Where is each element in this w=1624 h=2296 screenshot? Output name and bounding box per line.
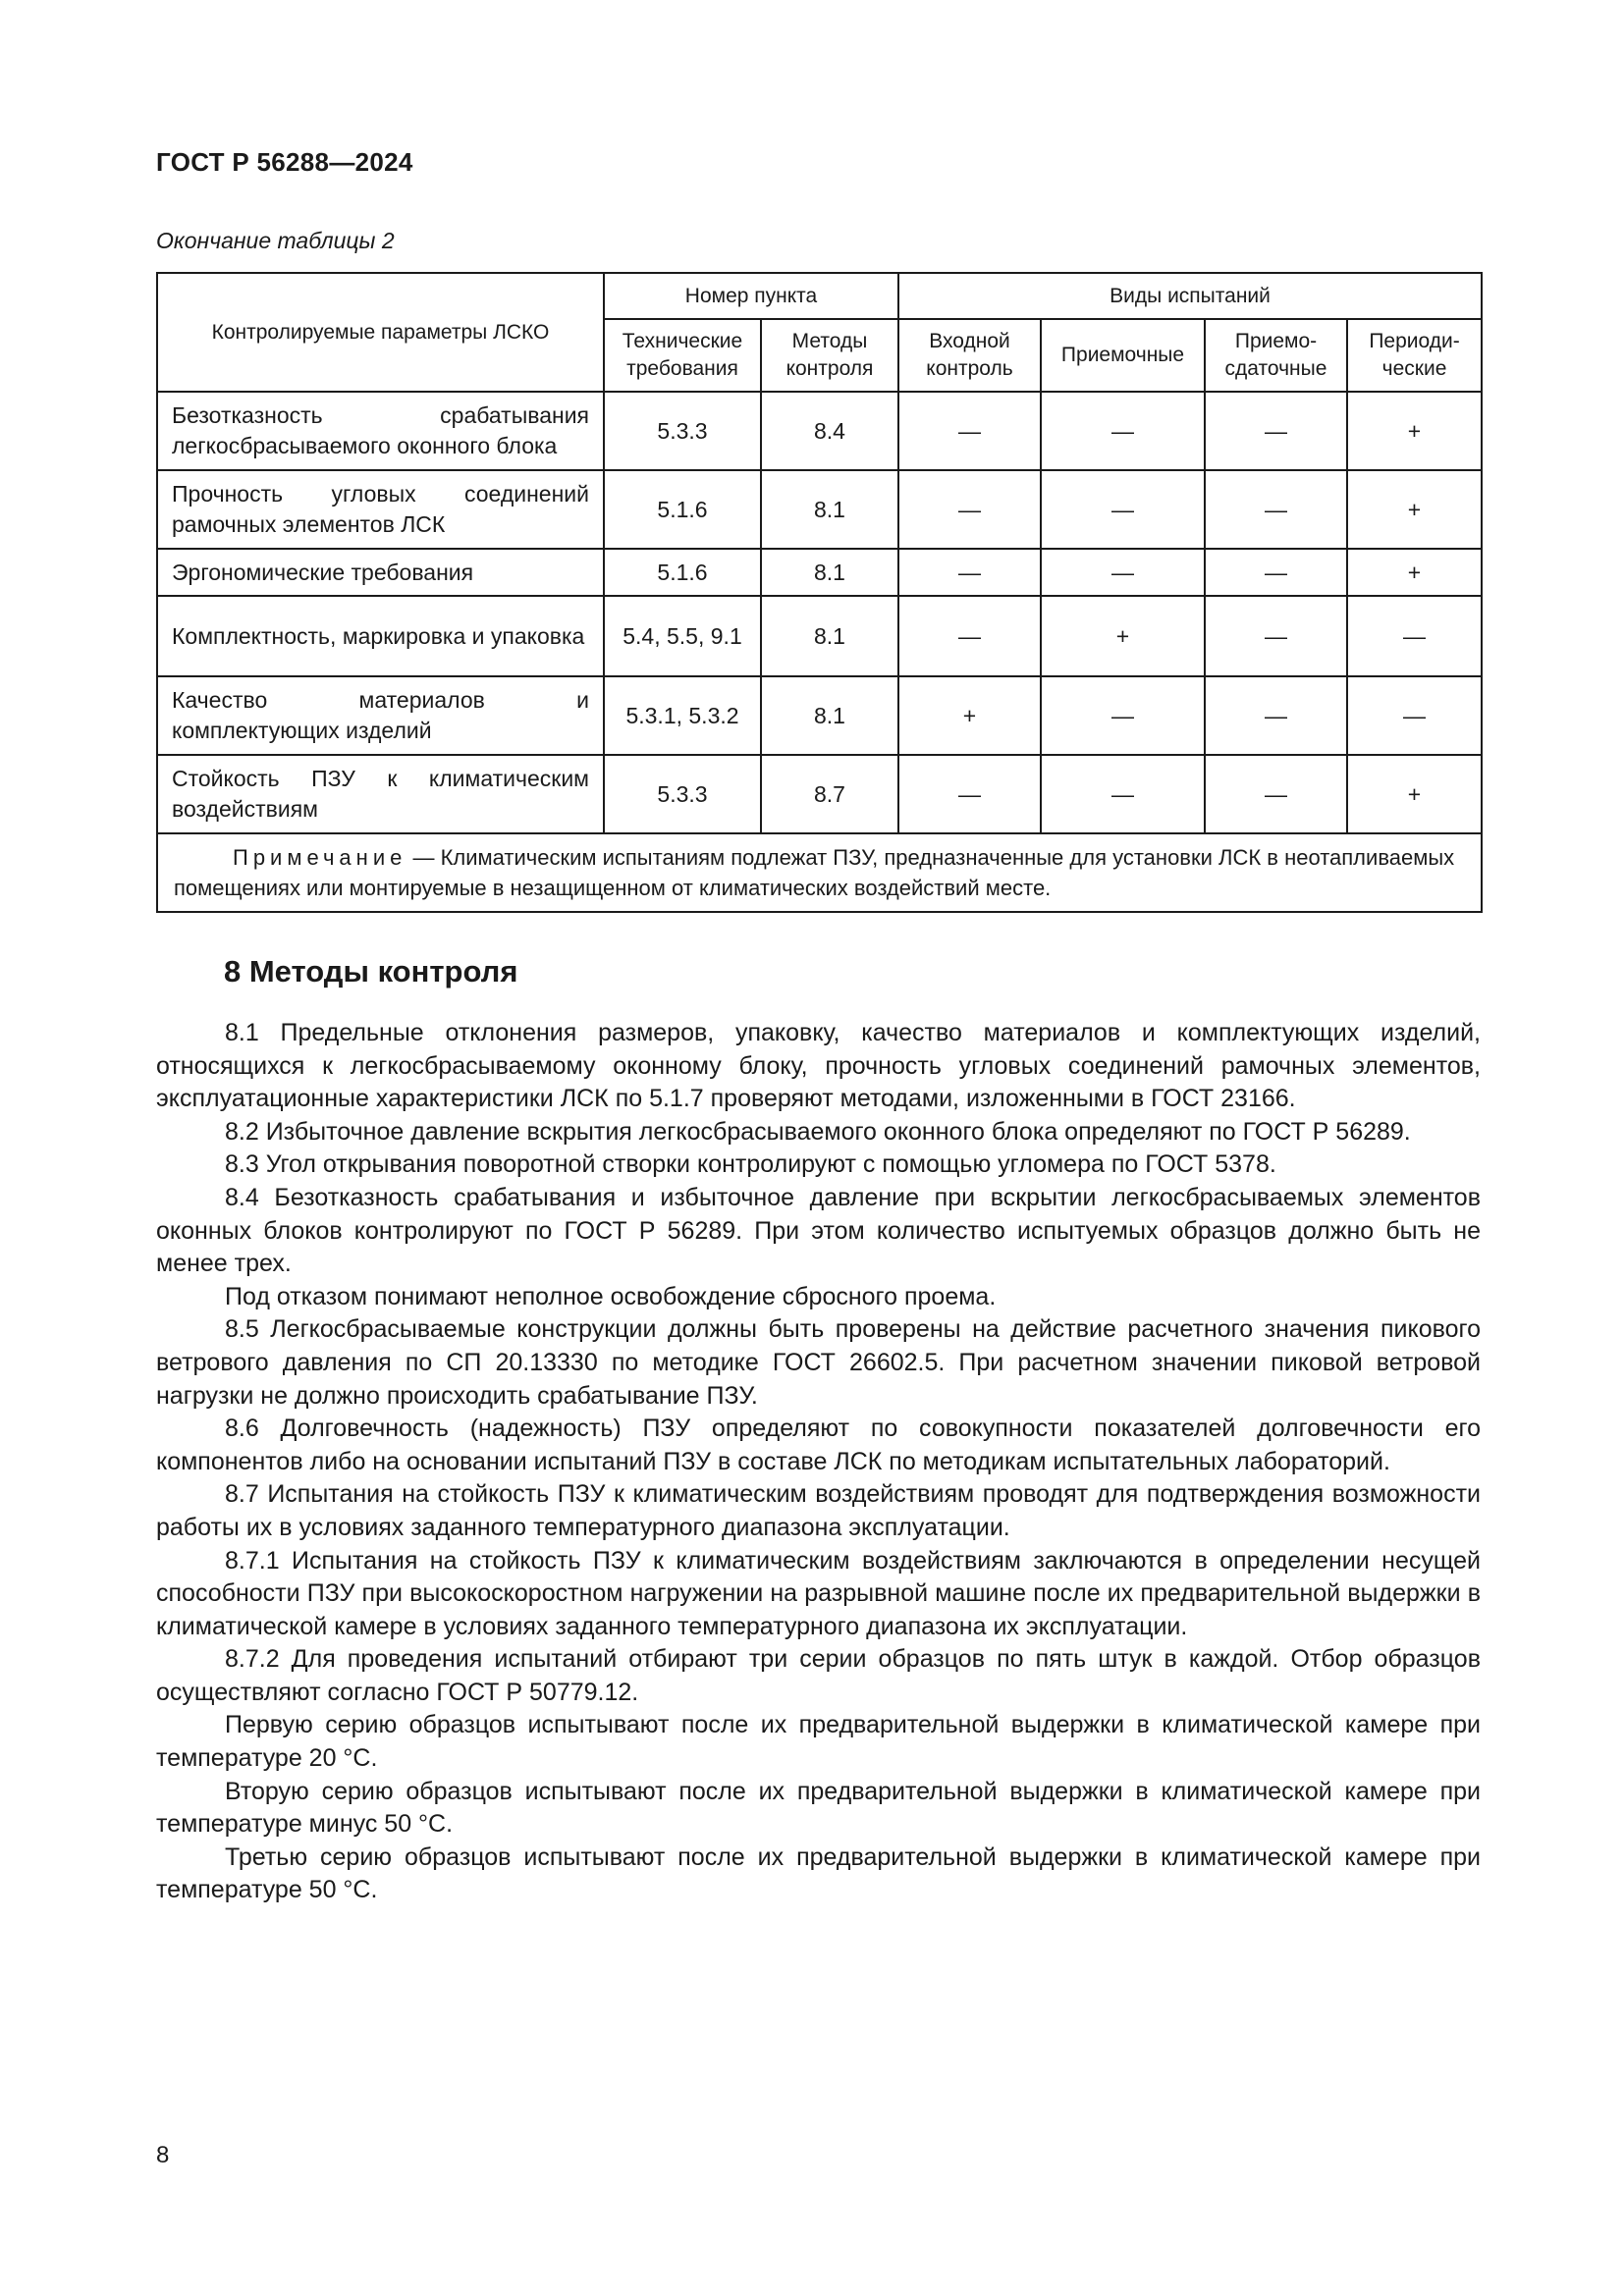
method-cell: 8.1	[761, 470, 898, 549]
acceptance-cell: —	[1041, 392, 1205, 470]
paragraph: 8.6 Долговечность (надежность) ПЗУ определяют по совокупности показателей долговечности его компонентов либо на основании испытаний ПЗУ в составе ЛСК по методикам испытательных лабораторий.	[156, 1415, 1481, 1475]
paragraph: 8.1 Предельные отклонения размеров, упаковку, качество материалов и комплектующих изделий, относящихся к легкосбрасываемому оконному блоку, прочность угловых соединений рамочных элементов, эксплуатационные характеристики ЛСК по 5.1.7 проверяют методами, изложенными в ГОСТ 23166.	[156, 1019, 1481, 1113]
acceptance-cell: —	[1041, 470, 1205, 549]
periodic-cell: +	[1347, 392, 1482, 470]
tech-cell: 5.1.6	[604, 549, 761, 596]
table-note	[157, 833, 1482, 912]
acceptance-cell: —	[1041, 676, 1205, 755]
method-cell: 8.7	[761, 755, 898, 833]
method-cell: 8.4	[761, 392, 898, 470]
param-cell: Качество материалов и комплектующих изделий	[157, 676, 604, 755]
paragraph: 8.3 Угол открывания поворотной створки контролируют с помощью угломера по ГОСТ 5378.	[225, 1150, 1276, 1179]
header-item-number: Номер пункта	[604, 273, 898, 319]
paragraph: 8.7.1 Испытания на стойкость ПЗУ к климатическим воздействиям заключаются в определении несущей способности ПЗУ при высокоскоростном нагружении на разрывной машине после их предварительной выдержки в климатической камере в условиях заданного температурного диапазона их эксплуатации.	[156, 1546, 1481, 1640]
param-cell: Стойкость ПЗУ к климатическим воздействиям	[157, 755, 604, 833]
section-body	[156, 1017, 1481, 1907]
acceptance-cell: +	[1041, 596, 1205, 676]
header-acceptance-delivery: Приемо-сдаточные	[1205, 319, 1347, 392]
delivery-cell: —	[1205, 549, 1347, 596]
paragraph: Первую серию образцов испытывают после их предварительной выдержки в климатической камере при температуре 20 °С.	[156, 1711, 1481, 1773]
control-parameters-table	[156, 272, 1483, 913]
acceptance-cell: —	[1041, 549, 1205, 596]
page-number: 8	[156, 2142, 170, 2168]
table-note-row	[157, 833, 1482, 912]
delivery-cell: —	[1205, 755, 1347, 833]
periodic-cell: —	[1347, 676, 1482, 755]
note-label: Примечание	[233, 845, 407, 870]
paragraph: Вторую серию образцов испытывают после их предварительной выдержки в климатической камере при температуре минус 50 °С.	[156, 1777, 1481, 1839]
table-caption: Окончание таблицы 2	[156, 228, 395, 253]
note-text: — Климатическим испытаниям подлежат ПЗУ, предназначенные для установки ЛСК в неотапливаемых помещениях или монтируемые в незащищенном от климатических воздействий месте.	[174, 845, 1455, 900]
table-container	[156, 272, 1481, 913]
paragraph: Третью серию образцов испытывают после их предварительной выдержки в климатической камере при температуре 50 °С.	[156, 1842, 1481, 1904]
table-row	[157, 755, 1482, 833]
incoming-cell: —	[898, 392, 1041, 470]
section-title: 8 Методы контроля	[224, 954, 518, 988]
tech-cell: 5.4, 5.5, 9.1	[604, 596, 761, 676]
paragraph: 8.4 Безотказность срабатывания и избыточное давление при вскрытии легкосбрасываемых элементов оконных блоков контролируют по ГОСТ Р 56289. При этом количество испытуемых образцов должно быть не менее трех.	[156, 1183, 1481, 1278]
table-row	[157, 392, 1482, 470]
incoming-cell: —	[898, 755, 1041, 833]
delivery-cell: —	[1205, 392, 1347, 470]
tech-cell: 5.3.1, 5.3.2	[604, 676, 761, 755]
table-row	[157, 470, 1482, 549]
method-cell: 8.1	[761, 596, 898, 676]
param-cell: Эргономические требования	[157, 549, 604, 596]
method-cell: 8.1	[761, 676, 898, 755]
incoming-cell: —	[898, 596, 1041, 676]
paragraph: 8.7.2 Для проведения испытаний отбирают три серии образцов по пять штук в каждой. Отбор образцов осуществляют согласно ГОСТ Р 50779.12.	[156, 1645, 1481, 1706]
incoming-cell: —	[898, 470, 1041, 549]
param-cell: Комплектность, маркировка и упаковка	[157, 596, 604, 676]
method-cell: 8.1	[761, 549, 898, 596]
periodic-cell: +	[1347, 755, 1482, 833]
table-row	[157, 596, 1482, 676]
incoming-cell: —	[898, 549, 1041, 596]
incoming-cell: +	[898, 676, 1041, 755]
delivery-cell: —	[1205, 676, 1347, 755]
param-cell: Прочность угловых соединений рамочных элементов ЛСК	[157, 470, 604, 549]
header-periodic: Периоди-ческие	[1347, 319, 1482, 392]
paragraph: 8.7 Испытания на стойкость ПЗУ к климатическим воздействиям проводят для подтверждения возможности работы их в условиях заданного температурного диапазона эксплуатации.	[156, 1480, 1481, 1541]
header-test-types: Виды испытаний	[898, 273, 1482, 319]
header-param: Контролируемые параметры ЛСКО	[157, 273, 604, 392]
periodic-cell: —	[1347, 596, 1482, 676]
tech-cell: 5.3.3	[604, 392, 761, 470]
acceptance-cell: —	[1041, 755, 1205, 833]
document-code: ГОСТ Р 56288—2024	[156, 147, 413, 177]
periodic-cell: +	[1347, 470, 1482, 549]
periodic-cell: +	[1347, 549, 1482, 596]
param-cell: Безотказность срабатывания легкосбрасываемого оконного блока	[157, 392, 604, 470]
header-incoming: Входной контроль	[898, 319, 1041, 392]
paragraph: Под отказом понимают неполное освобождение сбросного проема.	[225, 1282, 997, 1310]
tech-cell: 5.3.3	[604, 755, 761, 833]
paragraph: 8.2 Избыточное давление вскрытия легкосбрасываемого оконного блока определяют по ГОСТ Р 56289.	[225, 1117, 1411, 1146]
table-row	[157, 549, 1482, 596]
table-row	[157, 676, 1482, 755]
tech-cell: 5.1.6	[604, 470, 761, 549]
header-methods: Методы контроля	[761, 319, 898, 392]
paragraph: 8.5 Легкосбрасываемые конструкции должны быть проверены на действие расчетного значения пикового ветрового давления по СП 20.13330 по методике ГОСТ 26602.5. При расчетном значении пиковой ветровой нагрузки не должно происходить срабатывание ПЗУ.	[156, 1315, 1481, 1410]
header-tech-req: Технические требования	[604, 319, 761, 392]
header-acceptance: Приемочные	[1041, 319, 1205, 392]
delivery-cell: —	[1205, 596, 1347, 676]
delivery-cell: —	[1205, 470, 1347, 549]
